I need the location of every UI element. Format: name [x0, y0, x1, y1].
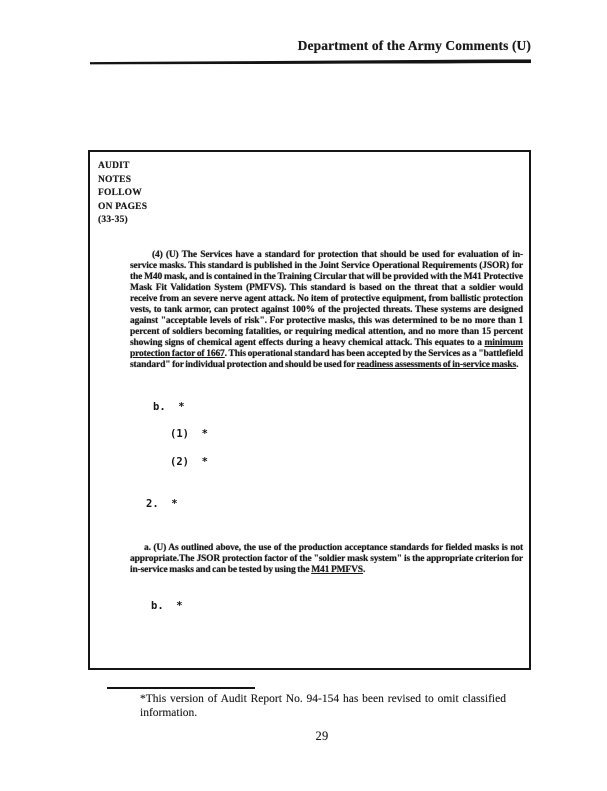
- list-item-2-main-redacted: 2. *: [146, 498, 178, 510]
- list-item-2-redacted: (2) *: [170, 456, 208, 468]
- paragraph-4-u: (4) (U) The Services have a standard for protection that should be used for evaluation of in-service masks. This standard is published in the Joint Service Operational Requirements (JSOR) for the M40 mask, and is contained in the Training Circular that will be provided with the M41 Protective Mask Fit Validation System (PMFVS). This standard is based on the threat that a soldier would receive from an severe nerve agent attack. No item of protective equipment, from ballistic protection vests, to tank armor, can protect against 100% of the projected threats. These systems are designed against "acceptable levels of risk". For protective masks, this was determined to be no more than 1 percent of soldiers becoming fatalities, or requiring medical attention, and no more than 15 percent showing signs of chemical agent effects during a heavy chemical attack. This equates to a minimum protection factor of 1667. This operational standard has been accepted by the Services as a "battlefield standard" for individual protection and should be used for readiness assessments of in-service masks.: [130, 250, 524, 370]
- audit-label-line: FOLLOW: [98, 188, 142, 198]
- page-number: 29: [315, 729, 329, 743]
- footnote-text-line2: information.: [140, 706, 198, 719]
- list-item-1-redacted: (1) *: [170, 428, 208, 440]
- paragraph-a-u: a. (U) As outlined above, the use of the production acceptance standards for fielded masks is not appropriate.The JSOR protection factor of the "soldier mask system" is the appropriate criterion for in-service masks and can be tested by using the M41 PMFVS.: [130, 543, 523, 575]
- header-rule: [90, 59, 531, 65]
- audit-notes-label: [98, 160, 147, 228]
- audit-label-line: NOTES: [98, 174, 132, 185]
- list-item-b-redacted: b. *: [153, 401, 185, 413]
- footnote: [140, 693, 506, 720]
- audit-label-line: (33-35): [98, 215, 128, 225]
- audit-label-line: AUDIT: [98, 161, 130, 171]
- comments-box: [88, 150, 531, 670]
- audit-label-line: ON PAGES: [98, 201, 148, 212]
- footnote-text-line1: *This version of Audit Report No. 94-154 has been revised to omit classified: [140, 693, 506, 705]
- list-item-b2-redacted: b. *: [151, 600, 183, 612]
- footnote-separator-rule: [107, 687, 255, 689]
- page-header-title: Department of the Army Comments (U): [297, 38, 531, 53]
